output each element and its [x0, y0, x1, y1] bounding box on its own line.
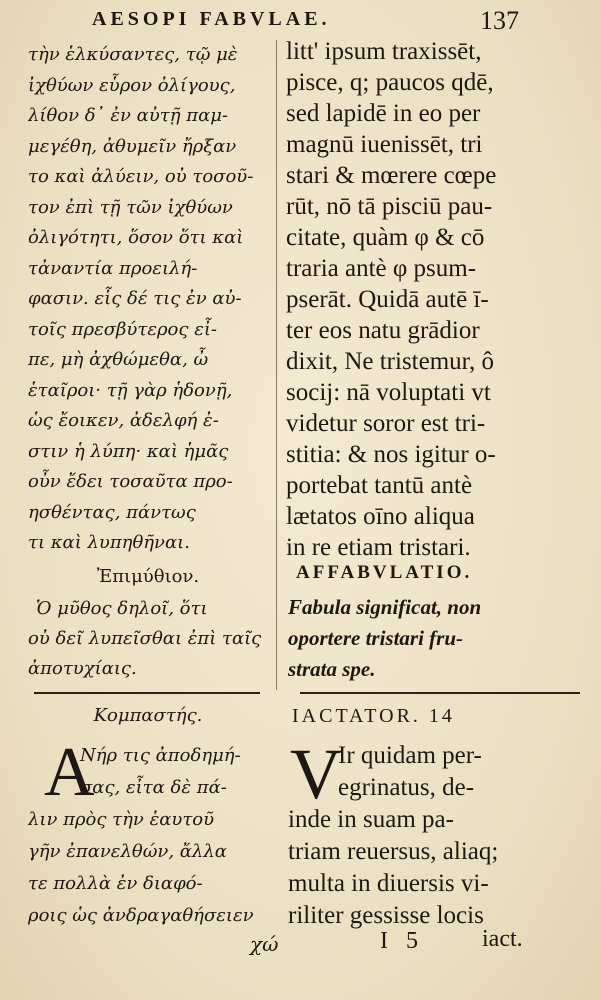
- running-head: AESOPI FABVLAE.: [92, 8, 331, 30]
- greek-line: μεγέθη, ἀθυμεῖν ἤρξαν: [28, 135, 237, 157]
- latin-line: dixit, Ne tristemur, ô: [286, 348, 494, 375]
- epimythion-line: οὐ δεῖ λυπεῖσθαι ἐπὶ ταῖς: [28, 628, 262, 649]
- greek-line: ἰχθύων εὗρον ὀλίγους,: [28, 74, 236, 96]
- latin-line: rūt, nō tā pisciū pau-: [286, 193, 493, 220]
- greek-line: τἀναντία προειλή-: [28, 257, 198, 279]
- greek-line: στιν ἡ λύπη· καὶ ἡμᾶς: [28, 440, 229, 462]
- latin-line: riliter gessisse locis: [288, 902, 484, 929]
- greek-line: σας, εἶτα δὲ πά-: [80, 777, 227, 798]
- greek-line: τὴν ἑλκύσαντες, τῷ μὲ: [28, 44, 238, 65]
- latin-dropcap: V: [290, 734, 342, 814]
- greek-line: τοῖς πρεσβύτερος εἶ-: [28, 318, 217, 340]
- greek-line: τε πολλὰ ἐν διαφό-: [28, 873, 203, 894]
- latin-line: multa in diuersis vi-: [288, 870, 489, 897]
- greek-line: ὡς ἔοικεν, ἀδελφή ἐ-: [28, 410, 219, 431]
- greek-line: ροις ὡς ἀνδραγαθήσειεν: [28, 905, 254, 926]
- column-divider: [276, 40, 277, 690]
- greek-line: τι καὶ λυπηθῆναι.: [28, 532, 190, 553]
- latin-line: pserāt. Quidā autē ī-: [286, 286, 489, 313]
- latin-line: lætatos oīno aliqua: [286, 503, 475, 530]
- latin-line: traria antè φ psum-: [286, 255, 477, 282]
- latin-line: stitia: & nos igitur o-: [286, 441, 496, 468]
- latin-line: inde in suam pa-: [288, 806, 454, 833]
- epimythion-line: Ὁ μῦθος δηλοῖ, ὅτι: [36, 598, 208, 619]
- latin-line: Ir quidam per-: [338, 742, 482, 769]
- latin-line: socij: nā voluptati vt: [286, 379, 491, 406]
- greek-line: λίθον δ᾽ ἐν αὐτῇ παμ-: [28, 105, 229, 126]
- latin-line: in re etiam tristari.: [286, 534, 471, 561]
- latin-line: sed lapidē in eo per: [286, 100, 481, 127]
- affabulatio-heading: AFFABVLATIO.: [296, 562, 473, 583]
- greek-line: πε, μὴ ἀχθώμεθα, ὦ: [28, 349, 209, 370]
- latin-catchword: iact.: [482, 926, 523, 952]
- greek-line: λιν πρὸς τὴν ἑαυτοῦ: [28, 809, 215, 830]
- latin-line: ter eos natu grādior: [286, 317, 480, 344]
- greek-line: οὖν ἔδει τοσαῦτα προ-: [28, 471, 233, 492]
- latin-line: videtur soror est tri-: [286, 410, 486, 437]
- signature-mark: I 5: [380, 928, 424, 954]
- latin-line: stari & mœrere cœpe: [286, 162, 497, 189]
- epimythion-heading: Ἐπιμύθιον.: [96, 566, 200, 587]
- greek-line: ἑταῖροι· τῇ γὰρ ἡδονῇ,: [28, 379, 233, 401]
- greek-line: φασιν. εἷς δέ τις ἐν αὐ-: [28, 288, 242, 309]
- latin-line: magnū iuenissēt, tri: [286, 131, 483, 158]
- greek-line: τον ἐπὶ τῇ τῶν ἰχθύων: [28, 196, 233, 218]
- affabulatio-text: [288, 592, 588, 685]
- affabulatio-line: oportere tristari fru-: [288, 626, 464, 650]
- greek-line: ὀλιγότητι, ὅσον ὅτι καὶ: [28, 227, 244, 248]
- greek-dropcap: Α: [44, 734, 95, 811]
- fable2-greek-title: Κομπαστής.: [93, 705, 203, 726]
- epimythion-text: [28, 594, 268, 684]
- greek-column-fable1: [28, 40, 268, 559]
- greek-column-fable2: [28, 734, 278, 932]
- greek-catchword: χώ: [250, 932, 279, 956]
- greek-line: το καὶ ἀλύειν, οὐ τοσοῦ-: [28, 166, 254, 187]
- section-rule-left: [34, 692, 260, 694]
- latin-column-fable2: [288, 734, 588, 932]
- latin-line: triam reuersus, aliaq;: [288, 838, 499, 865]
- fable2-latin-title: IACTATOR. 14: [292, 705, 455, 727]
- section-rule-right: [300, 692, 580, 694]
- latin-line: egrinatus, de-: [338, 774, 475, 801]
- latin-line: portebat tantū antè: [286, 472, 473, 499]
- epimythion-line: ἀποτυχίαις.: [28, 658, 137, 679]
- latin-column-fable1: [286, 36, 586, 563]
- latin-line: litt' ipsum traxissēt,: [286, 38, 482, 65]
- affabulatio-line: strata spe.: [288, 657, 376, 681]
- page-number: 137: [480, 6, 519, 35]
- affabulatio-line: Fabula significat, non: [288, 595, 482, 619]
- latin-line: citate, quàm φ & cō: [286, 224, 485, 251]
- greek-line: Νήρ τις ἀποδημή-: [80, 745, 241, 766]
- greek-line: ησθέντας, πάντως: [28, 501, 196, 523]
- greek-line: γῆν ἐπανελθών, ἄλλα: [28, 841, 227, 862]
- latin-line: pisce, q; paucos qdē,: [286, 69, 494, 96]
- page-header: [0, 6, 601, 36]
